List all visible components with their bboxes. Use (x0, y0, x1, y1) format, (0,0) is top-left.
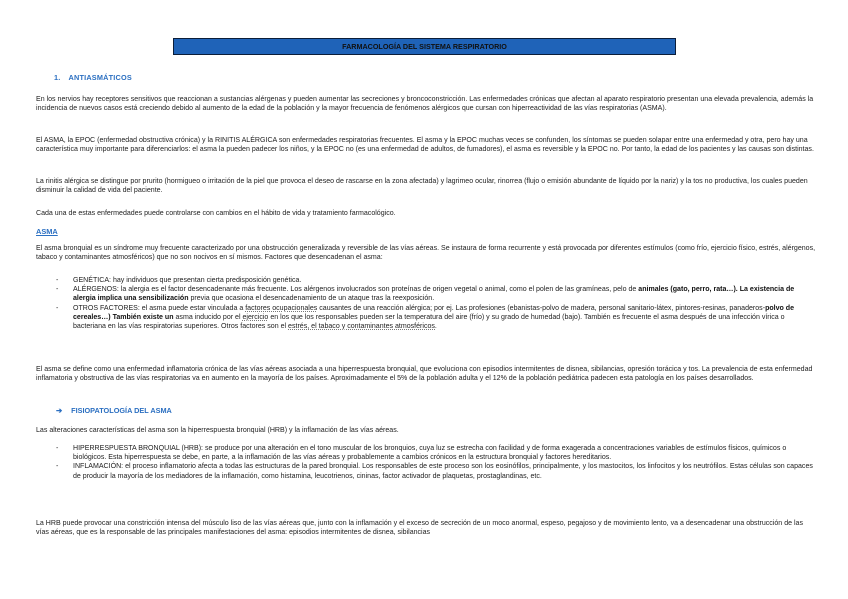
subsection-heading-text: FISIOPATOLOGÍA DEL ASMA (71, 406, 172, 415)
subsection-heading-fisiopatologia (56, 406, 172, 415)
document-title-text: FARMACOLOGÍA DEL SISTEMA RESPIRATORIO (342, 42, 507, 51)
factor-otros-text: causantes de una reacción alérgica; por ej. Las profesiones (ebanistas-polvo de madera, personal sanitario-látex, pintores-resinas, panaderos- (319, 304, 766, 312)
factor-otros-text: en los que los responsables pueden ser la temperatura del aire (frío) y su grado de humedad (bajo). También es frecuente el asma después de una infección vírica o bacteriana en las vías respiratorias superiores. Otros factores son el (73, 313, 785, 331)
factor-otros-underlined: factores ocupacionales (245, 304, 318, 312)
fisiopatologia-closing-paragraph: La HRB puede provocar una constricción intensa del músculo liso de las vías aéreas que, junto con la inflamación y el exceso de secreción de un moco anormal, espeso, pegajoso y de movimiento lento, va a desencadenar una obstrucción de las vías aéreas, que es la responsable de las principales manifestaciones del asma: episodios intermitentes de disnea, sibilancias (36, 520, 803, 537)
factor-otros-bold: polvo de cereales…) También existe un (73, 304, 795, 321)
factor-otros-underlined: ejercicio (242, 313, 269, 321)
item-hiperrespuesta: HIPERRESPUESTA BRONQUIAL (HRB): se produce por una alteración en el tono muscular de los bronquios, cuya luz se estrecha con facilidad y de forma exagerada a concentraciones variables de estímulos físicos, químicos o biológicos. Esta hiperrespuesta se debe, en parte, a la inflamación de las vías aéreas y probablemente a cambios crónicos en la estructura bronquial y factores hereditarios. (73, 445, 787, 462)
factor-otros-text: asma inducido por el (175, 313, 241, 321)
arrow-right-icon: ➔ (56, 406, 63, 415)
list-item (36, 285, 816, 303)
intro-paragraph: La rinitis alérgica se distingue por prurito (hormigueo o irritación de la piel que provoca el deseo de rascarse en la zona afectada) y lagrimeo ocular, rinorrea (flujo o emisión abundante de líquido por la nariz) y la tos no productiva, los cuales pueden disminuir la calidad de vida del paciente. (36, 178, 808, 195)
intro-paragraph: En los nervios hay receptores sensitivos que reaccionan a sustancias alérgenas y pueden aumentar las secreciones y broncoconstricción. Las enfermedades crónicas que afectan al aparato respiratorio presentan una elevada prevalencia, además la incidencia de nuevos casos está creciendo debido al aumento de la edad de la población y la mayor frecuencia de fenómenos alérgicos que cursan con hiperreactividad de las vías respiratorias (ASMA). (36, 96, 814, 113)
list-item (36, 276, 816, 285)
factor-alergenos-bold: animales (gato, perro, rata…). (638, 286, 738, 294)
section-heading-text: ANTIASMÁTICOS (68, 73, 132, 82)
list-item (36, 304, 816, 332)
section-heading-antiasmaticos (54, 73, 132, 82)
list-dash: - (56, 304, 59, 312)
asma-heading: ASMA (36, 227, 58, 236)
asma-paragraph: El asma bronquial es un síndrome muy frecuente caracterizado por una obstrucción generalizada y reversible de las vías aéreas. Se instaura de forma recurrente y está provocada por diferentes estímulos (como frío, ejercicio físico, estrés, alérgenos, tabaco y contaminantes atmosféricos) que no son nocivos en sí mismos. Factores que desencadenan el asma: (36, 245, 816, 262)
document-title (173, 38, 676, 55)
factor-alergenos: ALÉRGENOS: la alergia es el factor desencadenante más frecuente. Los alérgenos involucrados son proteínas de origen vegetal o animal, como el polen de las gramíneas, pelo de (73, 286, 637, 294)
factor-alergenos-bold: La existencia de alergia implica una sensibilización (73, 286, 795, 303)
item-inflamacion: INFLAMACIÓN: el proceso inflamatorio afecta a todas las estructuras de la pared bronquial. Los responsables de este proceso son los eosinófilos, principalmente, y los mastocitos, los linfocitos y los neutrófilos. Estas células son capaces de producir la mayoría de los mediadores de la inflamación, como histamina, leucotrienos, cininas, factor activador de plaquetas, prostaglandinas, etc. (73, 463, 813, 480)
list-dash: - (56, 277, 59, 284)
fisiopatologia-list (36, 444, 816, 481)
section-number: 1. (54, 73, 61, 82)
asma-definition-paragraph: El asma se define como una enfermedad inflamatoria crónica de las vías aéreas asociada a una hiperrespuesta bronquial, que evoluciona con episodios intermitentes de disnea, sibilancias, opresión torácica y tos. La prevalencia de esta enfermedad inflamatoria y obstructiva de las vías respiratorias va en aumento en la mayoría de los países. Aproximadamente el 5% de la población adulta y el 12% de la población pediátrica padecen esta patología en los países desarrollados. (36, 366, 813, 383)
factor-otros: OTROS FACTORES: el asma puede estar vinculada a (73, 304, 244, 312)
intro-paragraph: El ASMA, la EPOC (enfermedad obstructiva crónica) y la RINITIS ALÉRGICA son enfermedades respiratorias frecuentes. El asma y la EPOC muchas veces se confunden, los síntomas se pueden solapar entre una enfermedad y otra, pero hay una característica muy importante para diferenciarlos: el asma la pueden padecer los niños, y la EPOC no (es una enfermedad de adultos, de fumadores), el asma es reversible y la EPOC no. Por tanto, la edad de los pacientes y las causas son distintas. (36, 137, 814, 154)
list-dash: - (56, 445, 59, 452)
factor-genetica: GENÉTICA: hay individuos que presentan cierta predisposición genética. (73, 277, 302, 284)
fisiopatologia-paragraph: Las alteraciones características del asma son la hiperrespuesta bronquial (HRB) y la inflamación de las vías aéreas. (36, 427, 399, 434)
asma-factors-list (36, 276, 816, 331)
factor-otros-underlined: estrés, el tabaco y contaminantes atmosféricos. (288, 323, 437, 331)
list-dash: - (56, 463, 59, 471)
list-dash: - (56, 286, 59, 294)
list-item (36, 444, 816, 462)
intro-paragraph: Cada una de estas enfermedades puede controlarse con cambios en el hábito de vida y tratamiento farmacológico. (36, 210, 396, 217)
list-item (36, 462, 816, 480)
factor-alergenos-text: previa que ocasiona el desencadenamiento de un ataque tras la reexposición. (190, 295, 435, 303)
